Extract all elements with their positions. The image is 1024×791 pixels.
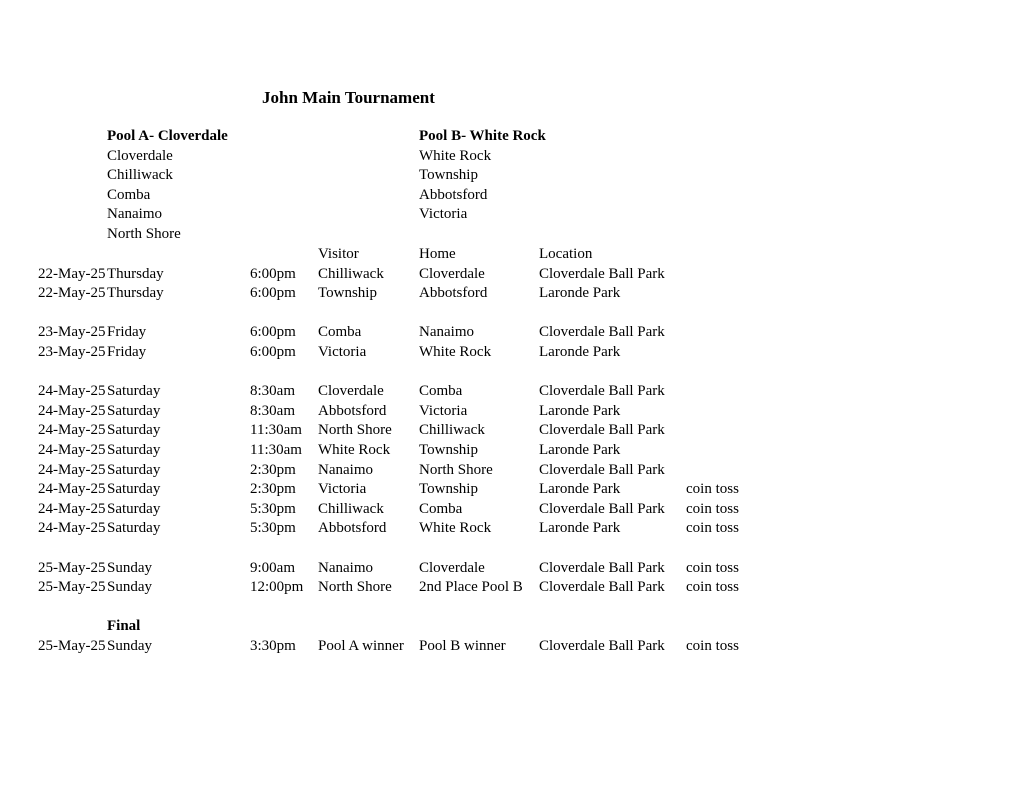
cell-visitor: Nanaimo xyxy=(318,461,373,478)
cell-date: 24-May-25 xyxy=(38,383,106,400)
cell-time: 12:00pm xyxy=(250,579,304,596)
cell-visitor: Cloverdale xyxy=(318,383,384,400)
cell-day: Saturday xyxy=(107,481,161,498)
cell-day: Friday xyxy=(107,324,147,341)
table-row xyxy=(0,403,1024,423)
cell-location: Cloverdale Ball Park xyxy=(539,579,665,596)
cell-time: 5:30pm xyxy=(250,520,296,537)
schedule-table xyxy=(0,246,1024,657)
cell-time: 5:30pm xyxy=(250,500,296,517)
cell-time: 6:00pm xyxy=(250,285,296,302)
cell-location: Cloverdale Ball Park xyxy=(539,500,665,517)
cell-date: 23-May-25 xyxy=(38,343,106,360)
cell-location: Cloverdale Ball Park xyxy=(539,461,665,478)
final-heading-row xyxy=(0,618,1024,638)
cell-date: 25-May-25 xyxy=(38,637,106,654)
cell-home: Comba xyxy=(419,500,463,517)
cell-date: 24-May-25 xyxy=(38,500,106,517)
pool-team-row xyxy=(0,206,1024,226)
cell-day: Sunday xyxy=(107,559,152,576)
cell-time: 2:30pm xyxy=(250,481,296,498)
pool-a-team: Comba xyxy=(107,186,151,203)
cell-day: Sunday xyxy=(107,637,152,654)
cell-location: Laronde Park xyxy=(539,520,621,537)
table-row xyxy=(0,638,1024,658)
cell-date: 23-May-25 xyxy=(38,324,106,341)
cell-time: 11:30am xyxy=(250,422,302,439)
cell-date: 22-May-25 xyxy=(38,285,106,302)
column-header-location: Location xyxy=(539,246,593,262)
cell-home: Township xyxy=(419,481,478,498)
cell-visitor: Chilliwack xyxy=(318,265,384,282)
cell-home: Cloverdale xyxy=(419,265,485,282)
cell-day: Saturday xyxy=(107,520,161,537)
cell-date: 24-May-25 xyxy=(38,422,106,439)
cell-time: 9:00am xyxy=(250,559,295,576)
cell-visitor: Township xyxy=(318,285,377,302)
cell-date: 24-May-25 xyxy=(38,402,106,419)
cell-location: Cloverdale Ball Park xyxy=(539,559,665,576)
pool-a-team: North Shore xyxy=(107,225,181,242)
cell-time: 6:00pm xyxy=(250,343,296,360)
cell-day: Thursday xyxy=(107,285,164,302)
cell-home: North Shore xyxy=(419,461,493,478)
cell-visitor: Abbotsford xyxy=(318,520,387,537)
cell-home: Abbotsford xyxy=(419,285,488,302)
cell-day: Sunday xyxy=(107,579,152,596)
table-row xyxy=(0,481,1024,501)
cell-time: 6:00pm xyxy=(250,324,296,341)
cell-time: 8:30am xyxy=(250,383,295,400)
cell-date: 22-May-25 xyxy=(38,265,106,282)
pool-team-row xyxy=(0,167,1024,187)
pool-team-row xyxy=(0,187,1024,207)
pool-a-team: Chilliwack xyxy=(107,167,173,184)
cell-day: Saturday xyxy=(107,461,161,478)
pool-a-team: Nanaimo xyxy=(107,206,162,223)
pool-headings-row xyxy=(0,128,1024,148)
table-header-row xyxy=(0,246,1024,266)
cell-home: White Rock xyxy=(419,343,492,360)
cell-day: Saturday xyxy=(107,402,161,419)
cell-visitor: North Shore xyxy=(318,422,392,439)
cell-note: coin toss xyxy=(686,579,739,596)
cell-location: Cloverdale Ball Park xyxy=(539,422,665,439)
table-row xyxy=(0,442,1024,462)
cell-location: Cloverdale Ball Park xyxy=(539,637,665,654)
cell-date: 25-May-25 xyxy=(38,579,106,596)
cell-date: 25-May-25 xyxy=(38,559,106,576)
cell-day: Saturday xyxy=(107,500,161,517)
pool-team-row xyxy=(0,148,1024,168)
table-spacer-row xyxy=(0,540,1024,560)
cell-day: Friday xyxy=(107,343,147,360)
pool-a-team: Cloverdale xyxy=(107,147,173,164)
cell-location: Cloverdale Ball Park xyxy=(539,383,665,400)
table-row xyxy=(0,383,1024,403)
table-row xyxy=(0,344,1024,364)
cell-location: Cloverdale Ball Park xyxy=(539,265,665,282)
cell-date: 24-May-25 xyxy=(38,481,106,498)
cell-time: 3:30pm xyxy=(250,637,296,654)
table-row xyxy=(0,579,1024,599)
pool-b-team: Abbotsford xyxy=(419,186,488,203)
cell-location: Laronde Park xyxy=(539,285,621,302)
cell-location: Laronde Park xyxy=(539,402,621,419)
cell-home: White Rock xyxy=(419,520,492,537)
cell-time: 2:30pm xyxy=(250,461,296,478)
pool-b-heading: Pool B- White Rock xyxy=(419,128,546,144)
cell-note: coin toss xyxy=(686,481,739,498)
cell-day: Thursday xyxy=(107,265,164,282)
column-header-home: Home xyxy=(419,246,456,262)
cell-note: coin toss xyxy=(686,559,739,576)
cell-home: Cloverdale xyxy=(419,559,485,576)
pool-b-team: White Rock xyxy=(419,147,492,164)
cell-home: Pool B winner xyxy=(419,637,506,654)
cell-time: 8:30am xyxy=(250,402,295,419)
cell-visitor: Nanaimo xyxy=(318,559,373,576)
table-row xyxy=(0,520,1024,540)
cell-home: Comba xyxy=(419,383,463,400)
page-title: John Main Tournament xyxy=(262,88,435,107)
cell-home: Victoria xyxy=(419,402,468,419)
cell-location: Laronde Park xyxy=(539,343,621,360)
table-row xyxy=(0,285,1024,305)
cell-visitor: Comba xyxy=(318,324,362,341)
cell-day: Saturday xyxy=(107,441,161,458)
cell-home: 2nd Place Pool B xyxy=(419,579,523,596)
table-row xyxy=(0,501,1024,521)
cell-date: 24-May-25 xyxy=(38,461,106,478)
cell-visitor: Chilliwack xyxy=(318,500,384,517)
pool-a-heading: Pool A- Cloverdale xyxy=(107,128,228,144)
column-header-visitor: Visitor xyxy=(318,246,359,262)
table-spacer-row xyxy=(0,599,1024,619)
cell-visitor: White Rock xyxy=(318,441,391,458)
final-heading: Final xyxy=(107,618,141,635)
cell-visitor: Victoria xyxy=(318,481,367,498)
cell-location: Laronde Park xyxy=(539,481,621,498)
cell-visitor: Pool A winner xyxy=(318,637,404,654)
cell-note: coin toss xyxy=(686,500,739,517)
cell-visitor: Victoria xyxy=(318,343,367,360)
table-spacer-row xyxy=(0,364,1024,384)
cell-location: Cloverdale Ball Park xyxy=(539,324,665,341)
cell-day: Saturday xyxy=(107,383,161,400)
cell-home: Chilliwack xyxy=(419,422,485,439)
cell-location: Laronde Park xyxy=(539,441,621,458)
cell-home: Nanaimo xyxy=(419,324,474,341)
cell-time: 11:30am xyxy=(250,441,302,458)
table-row xyxy=(0,422,1024,442)
cell-visitor: North Shore xyxy=(318,579,392,596)
cell-note: coin toss xyxy=(686,520,739,537)
cell-date: 24-May-25 xyxy=(38,441,106,458)
cell-day: Saturday xyxy=(107,422,161,439)
cell-time: 6:00pm xyxy=(250,265,296,282)
table-row xyxy=(0,462,1024,482)
cell-note: coin toss xyxy=(686,637,739,654)
cell-home: Township xyxy=(419,441,478,458)
pools-section xyxy=(0,128,1024,246)
pool-team-row xyxy=(0,226,1024,246)
pool-b-team: Victoria xyxy=(419,206,468,223)
table-spacer-row xyxy=(0,305,1024,325)
cell-date: 24-May-25 xyxy=(38,520,106,537)
cell-visitor: Abbotsford xyxy=(318,402,387,419)
table-row xyxy=(0,266,1024,286)
table-row xyxy=(0,560,1024,580)
pool-b-team: Township xyxy=(419,167,478,184)
table-row xyxy=(0,324,1024,344)
